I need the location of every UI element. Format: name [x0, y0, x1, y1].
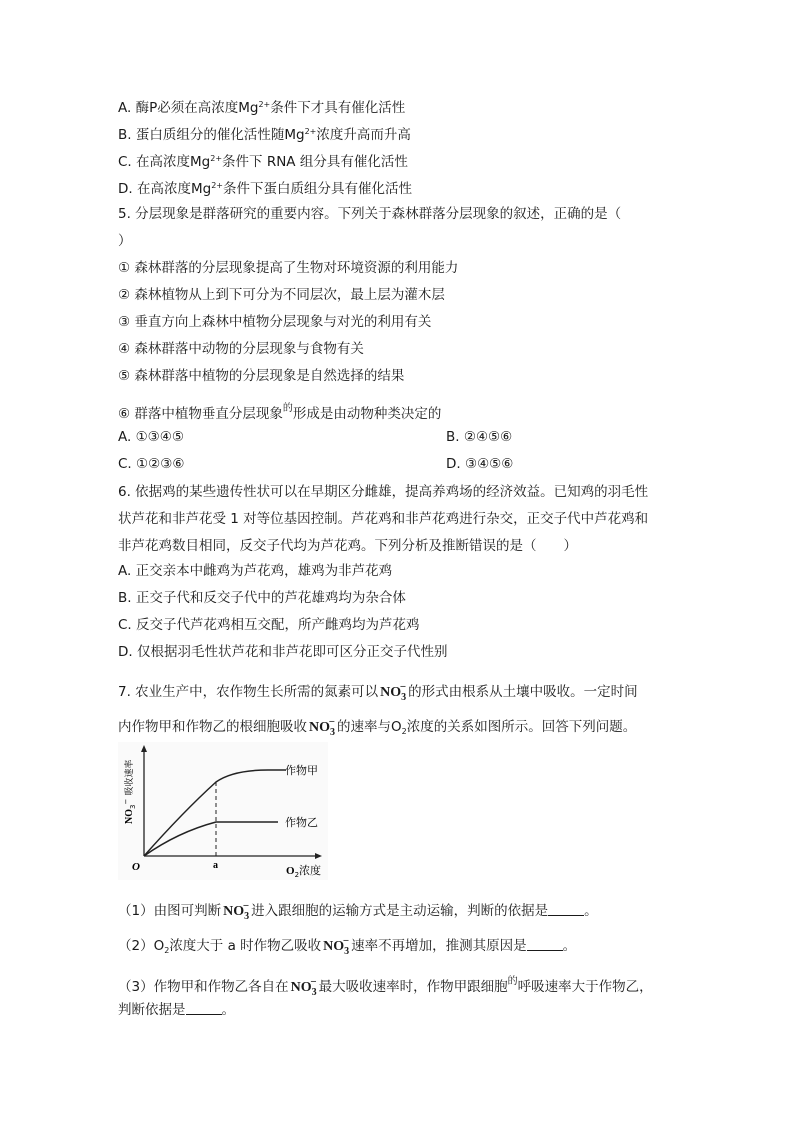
- q7-stem-line-2: 内作物甲和作物乙的根细胞吸收 $NO_3$ − 的速率与$O_2$浓度的关系如图所示。回答下列问题。: [118, 718, 636, 742]
- q6-stem-line-3: 非芦花鸡数目相同，反交子代均为芦花鸡。下列分析及推断错误的是（ ）: [118, 538, 577, 554]
- answer-blank-2[interactable]: [527, 938, 563, 951]
- answer-blank-1[interactable]: [548, 903, 584, 916]
- graph-background: [118, 742, 328, 880]
- q7-sub-3-line-2: 判断依据是 。: [118, 1002, 235, 1018]
- q5-stem-close: ）: [118, 233, 132, 249]
- nitrate-formula: $NO_3$ −: [223, 900, 250, 922]
- y-axis-label: [122, 760, 137, 824]
- svg-text:NO3−吸收速率: $NO_3^-$吸收速率: [122, 759, 137, 824]
- nitrate-formula: $NO_3$ −: [309, 716, 335, 738]
- answer-blank-3[interactable]: [186, 1002, 222, 1015]
- q6-option-b: B. 正交子代和反交子代中的芦花雄鸡均为杂合体: [118, 590, 406, 606]
- label-crop-yi: 作物乙: [285, 816, 318, 829]
- q5-item-5: ⑤ 森林群落中植物的分层现象是自然选择的结果: [118, 368, 405, 384]
- q7-sub-1: （1）由图可判断 $NO_3$ − 进入跟细胞的运输方式是主动运输，判断的依据是 。: [118, 902, 598, 926]
- q5-item-4: ④ 森林群落中动物的分层现象与食物有关: [118, 341, 364, 357]
- tick-label-a: a: [213, 860, 218, 871]
- q5-item-3: ③ 垂直方向上森林中植物分层现象与对光的利用有关: [118, 314, 432, 330]
- q5-item-6: ⑥ 群落中植物垂直分层现象$^的$形成是由动物种类决定的: [118, 403, 442, 422]
- q5-option-a: A. ①③④⑤: [118, 429, 184, 445]
- q6-option-a: A. 正交亲本中雌鸡为芦花鸡，雄鸡为非芦花鸡: [118, 563, 393, 579]
- label-crop-jia: 作物甲: [285, 764, 318, 777]
- q5-option-b: B. ②④⑤⑥: [446, 429, 513, 445]
- q4-option-d: D. 在高浓度$Mg^{2+}$条件下蛋白质组分具有催化活性: [118, 181, 412, 197]
- q5-stem: 5. 分层现象是群落研究的重要内容。下列关于森林群落分层现象的叙述，正确的是（: [118, 206, 622, 222]
- q6-stem-line-2: 状芦花和非芦花受 1 对等位基因控制。芦花鸡和非芦花鸡进行杂交，正交子代中芦花鸡和: [118, 511, 649, 527]
- origin-label: O: [132, 861, 140, 873]
- q7-sub-3: （3）作物甲和作物乙各自在 $NO_3$ − 最大吸收速率时，作物甲跟细胞$^的$呼吸速率大于作物乙，: [118, 973, 653, 1002]
- x-axis-label: $O_2$浓度: [286, 864, 322, 879]
- q5-option-d: D. ③④⑤⑥: [446, 456, 514, 472]
- q4-option-b: B. 蛋白质组分的催化活性随$Mg^{2+}$浓度升高而升高: [118, 127, 411, 143]
- q6-option-d: D. 仅根据羽毛性状芦花和非芦花即可区分正交子代性别: [118, 644, 448, 660]
- q6-stem-line-1: 6. 依据鸡的某些遗传性状可以在早期区分雌雄，提高养鸡场的经济效益。已知鸡的羽毛性: [118, 484, 649, 500]
- q7-sub-2: $(2)O_2$浓度大于 a 时作物乙吸收 $NO_3$ − 速率不再增加，推测其原因是 。: [118, 937, 576, 961]
- q4-option-c: C. 在高浓度$Mg^{2+}$条件下 RNA 组分具有催化活性: [118, 154, 408, 170]
- q4-option-a: A. 酶P必须在高浓度$Mg^{2+}$条件下才具有催化活性: [118, 100, 406, 116]
- q5-option-c: C. ①②③⑥: [118, 456, 185, 472]
- q5-item-1: ① 森林群落的分层现象提高了生物对环境资源的利用能力: [118, 260, 459, 276]
- uptake-rate-graph: [118, 742, 328, 880]
- q7-stem-line-1: 7. 农业生产中，农作物生长所需的氮素可以 $NO_3$ − 的形式由根系从土壤中吸收。一定时间: [118, 683, 638, 707]
- q5-item-2: ② 森林植物从上到下可分为不同层次，最上层为灌木层: [118, 287, 445, 303]
- nitrate-formula: $NO_3$ −: [323, 935, 350, 957]
- q6-option-c: C. 反交子代芦花鸡相互交配，所产雌鸡均为芦花鸡: [118, 617, 420, 633]
- nitrate-formula: $NO_3$ −: [290, 976, 317, 998]
- nitrate-formula: $NO_3$ −: [380, 681, 407, 703]
